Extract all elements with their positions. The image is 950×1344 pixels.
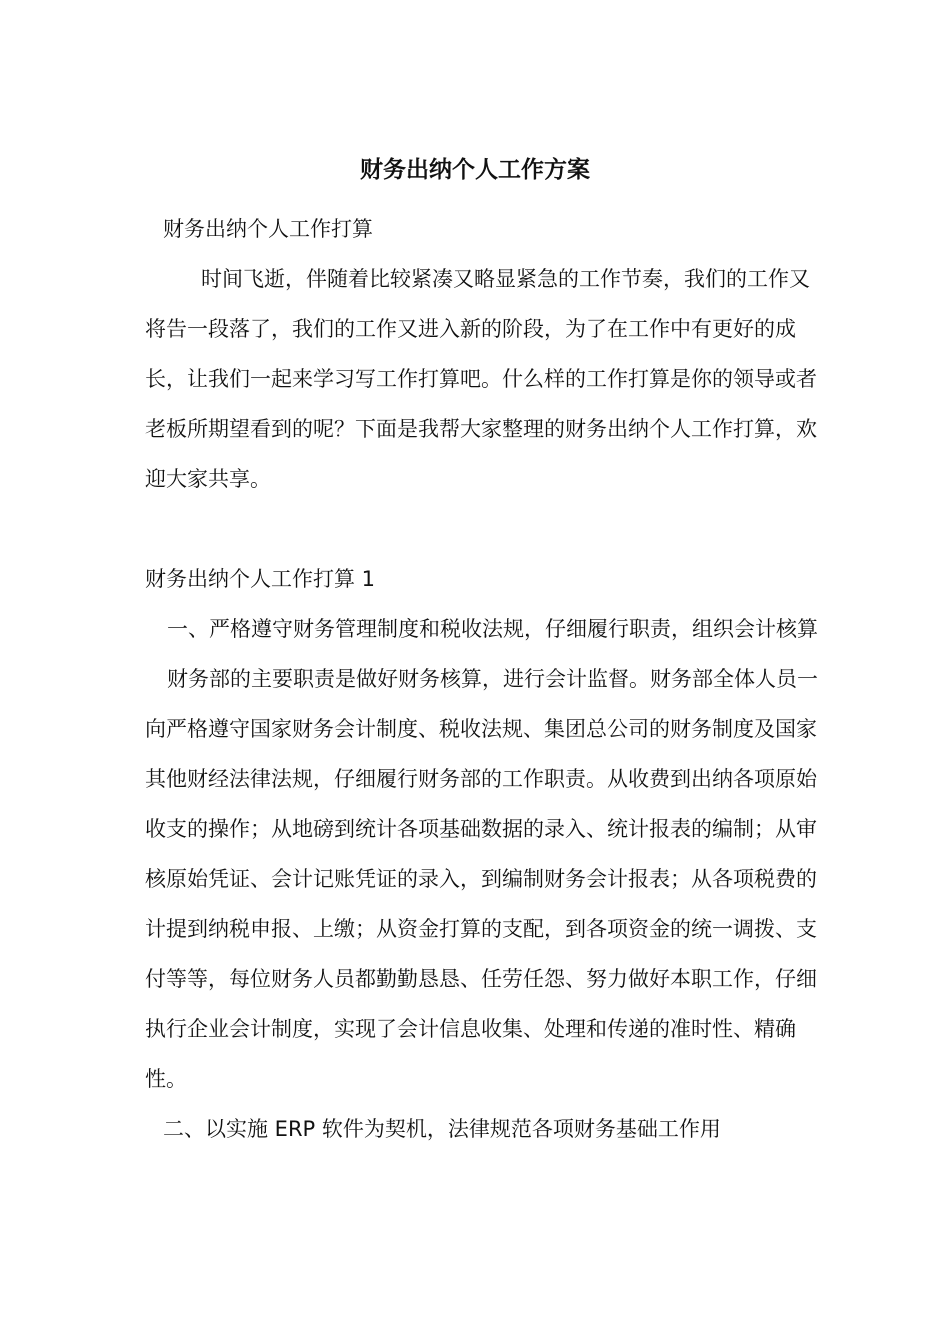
section-title: 财务出纳个人工作打算 1 xyxy=(145,567,376,591)
document-subtitle: 财务出纳个人工作打算 xyxy=(163,217,373,241)
document-body xyxy=(145,204,825,1154)
section-paragraph-1: 财务部的主要职责是做好财务核算，进行会计监督。财务部全体人员一向严格遵守国家财务会计制度、税收法规、集团总公司的财务制度及国家其他财经法律法规，仔细履行财务部的工作职责。从收费到出纳各项原始收支的操作；从地磅到统计各项基础数据的录入、统计报表的编制；从审核原始凭证、会计记账凭证的录入，到编制财务会计报表；从各项税费的计提到纳税申报、上缴；从资金打算的支配，到各项资金的统一调拨、支付等等，每位财务人员都勤勤恳恳、任劳任怨、努力做好本职工作，仔细执行企业会计制度，实现了会计信息收集、处理和传递的准时性、精确性。 xyxy=(145,667,818,1091)
section-heading-1: 一、严格遵守财务管理制度和税收法规，仔细履行职责，组织会计核算 xyxy=(167,617,818,641)
document-title: 财务出纳个人工作方案 xyxy=(360,157,590,183)
paragraph-spacer xyxy=(145,504,825,554)
intro-paragraph: 时间飞逝，伴随着比较紧凑又略显紧急的工作节奏，我们的工作又将告一段落了，我们的工作又进入新的阶段，为了在工作中有更好的成长，让我们一起来学习写工作打算吧。什么样的工作打算是你的领导或者老板所期望看到的呢？下面是我帮大家整理的财务出纳个人工作打算，欢迎大家共享。 xyxy=(145,267,817,491)
section-heading-2: 二、以实施 ERP 软件为契机，法律规范各项财务基础工作用 xyxy=(163,1117,721,1141)
